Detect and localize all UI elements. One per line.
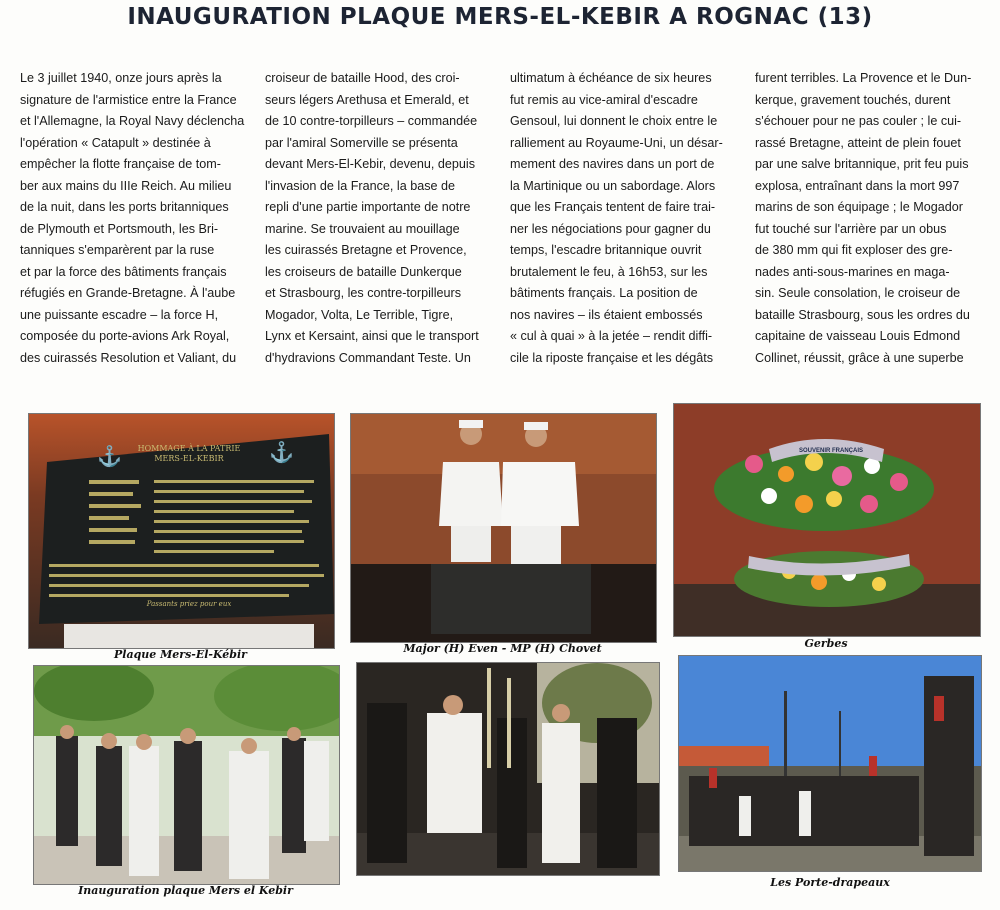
article-line: kerque, gravement touchés, durent: [755, 92, 951, 107]
anchor-icon: ⚓: [97, 446, 122, 468]
article-line: bataille Strasbourg, sous les ordres du: [755, 307, 970, 322]
caption-officers: Major (H) Even - MP (H) Chovet: [403, 642, 602, 655]
article-line: fut remis au vice-amiral d'escadre: [510, 92, 698, 107]
article-line: Le 3 juillet 1940, onze jours après la: [20, 71, 222, 85]
article-line: ber aux mains du IIIe Reich. Au milieu: [20, 178, 232, 193]
article-line: fut touché sur l'arrière par un obus: [755, 221, 947, 236]
article-line: de Plymouth et Portsmouth, les Bri-: [20, 221, 219, 236]
article-line: des cuirassés Resolution et Valiant, du: [20, 350, 237, 365]
caption-inauguration: Inauguration plaque Mers el Kebir: [78, 884, 293, 897]
article-line: mement des navires dans un port de: [510, 157, 715, 171]
article-line: s'échouer pour ne pas couler ; le cui-: [755, 114, 962, 128]
article-line: furent terribles. La Provence et le Dun-: [755, 71, 972, 85]
plaque-heading: [124, 444, 254, 464]
caption-plaque: Plaque Mers-El-Kébir: [114, 648, 247, 661]
article-line: les croiseurs de bataille Dunkerque: [265, 264, 462, 279]
article-line: de 380 mm qui fit exploser des gre-: [755, 243, 953, 257]
article-line: d'hydravions Commandant Teste. Un: [265, 350, 471, 365]
photo-gerbes: [673, 403, 981, 637]
article-column-1: [20, 68, 246, 369]
article-column-2: [265, 68, 491, 369]
article-line: sin. Seule consolation, le croiseur de: [755, 286, 961, 300]
photo-porte-drapeaux: [678, 655, 982, 872]
article-line: l'opération « Catapult » destinée à: [20, 135, 211, 150]
article-line: seurs légers Arethusa et Emerald, et: [265, 92, 469, 107]
anchor-icon: ⚓: [269, 442, 294, 464]
caption-flags: Les Porte-drapeaux: [770, 876, 890, 889]
plaque-heading-line-2: MERS-EL-KEBIR: [154, 454, 224, 463]
article-line: composée du porte-avions Ark Royal,: [20, 329, 230, 343]
article-line: que les Français tentent de faire trai-: [510, 200, 716, 214]
article-line: capitaine de vaisseau Louis Edmond: [755, 329, 961, 343]
photo-plaque: [28, 413, 335, 649]
article-line: brutalement le feu, à 16h53, sur les: [510, 264, 708, 279]
article-line: ner les négociations pour gagner du: [510, 221, 711, 236]
photo-officers: [350, 413, 657, 643]
photo-ceremony: [356, 662, 660, 876]
article-line: temps, l'escadre britannique ouvrit: [510, 243, 702, 257]
article-line: réfugiés en Grande-Bretagne. À l'aube: [20, 286, 236, 300]
article-line: Gensoul, lui donnent le choix entre le: [510, 114, 718, 128]
wreath-ribbon: SOUVENIR FRANÇAIS: [798, 448, 863, 454]
article-line: nades anti-sous-marines en maga-: [755, 264, 950, 279]
article-line: croiseur de bataille Hood, des croi-: [265, 71, 460, 85]
article-line: par l'amiral Somerville se présenta: [265, 135, 458, 150]
article-line: de la nuit, dans les ports britanniques: [20, 200, 229, 214]
article-line: Mogador, Volta, Le Terrible, Tigre,: [265, 307, 454, 322]
photo-inauguration: [33, 665, 340, 885]
article-line: empêcher la flotte française de tom-: [20, 157, 221, 171]
article-line: et par la force des bâtiments français: [20, 264, 227, 279]
article-line: Collinet, réussit, grâce à une superbe: [755, 350, 964, 365]
article-line: bâtiments français. La position de: [510, 286, 698, 300]
article-body: [20, 68, 980, 388]
article-line: une puissante escadre – la force H,: [20, 307, 219, 322]
article-line: la Martinique ou un sabordage. Alors: [510, 178, 716, 193]
article-line: Lynx et Kersaint, ainsi que le transport: [265, 329, 479, 343]
article-line: signature de l'armistice entre la France: [20, 92, 237, 107]
article-line: tanniques s'emparèrent par la ruse: [20, 243, 215, 257]
plaque-footer: Passants priez pour eux: [146, 600, 232, 608]
article-line: « cul à quai » à la jetée – rendit diffi-: [510, 329, 713, 343]
article-line: les cuirassés Bretagne et Provence,: [265, 243, 467, 257]
article-line: explosa, entraînant dans la mort 997: [755, 178, 960, 193]
article-line: l'invasion de la France, la base de: [265, 178, 456, 193]
article-column-3: [510, 68, 736, 369]
article-line: ultimatum à échéance de six heures: [510, 71, 712, 85]
article-line: de 10 contre-torpilleurs – commandée: [265, 114, 478, 128]
article-line: cile la riposte française et les dégâts: [510, 350, 714, 365]
article-column-4: [755, 68, 981, 369]
page-title: INAUGURATION PLAQUE MERS-EL-KEBIR A ROGNAC (13): [127, 4, 873, 30]
article-line: marins de son équipage ; le Mogador: [755, 200, 963, 214]
article-line: marine. Se trouvaient au mouillage: [265, 221, 460, 236]
article-line: et l'Allemagne, la Royal Navy déclencha: [20, 114, 245, 128]
article-line: par une salve britannique, prit feu puis: [755, 157, 969, 171]
article-line: nos navires – ils étaient embossés: [510, 307, 703, 322]
article-line: ralliement au Royaume-Uni, un désar-: [510, 135, 723, 150]
caption-gerbes: Gerbes: [804, 637, 848, 650]
plaque-heading-line-1: HOMMAGE À LA PATRIE: [137, 444, 241, 453]
article-line: rassé Bretagne, atteint de plein fouet: [755, 135, 961, 150]
article-line: et Strasbourg, les contre-torpilleurs: [265, 286, 461, 300]
article-line: repli d'une partie importante de notre: [265, 200, 471, 214]
article-line: devant Mers-El-Kebir, devenu, depuis: [265, 157, 476, 171]
